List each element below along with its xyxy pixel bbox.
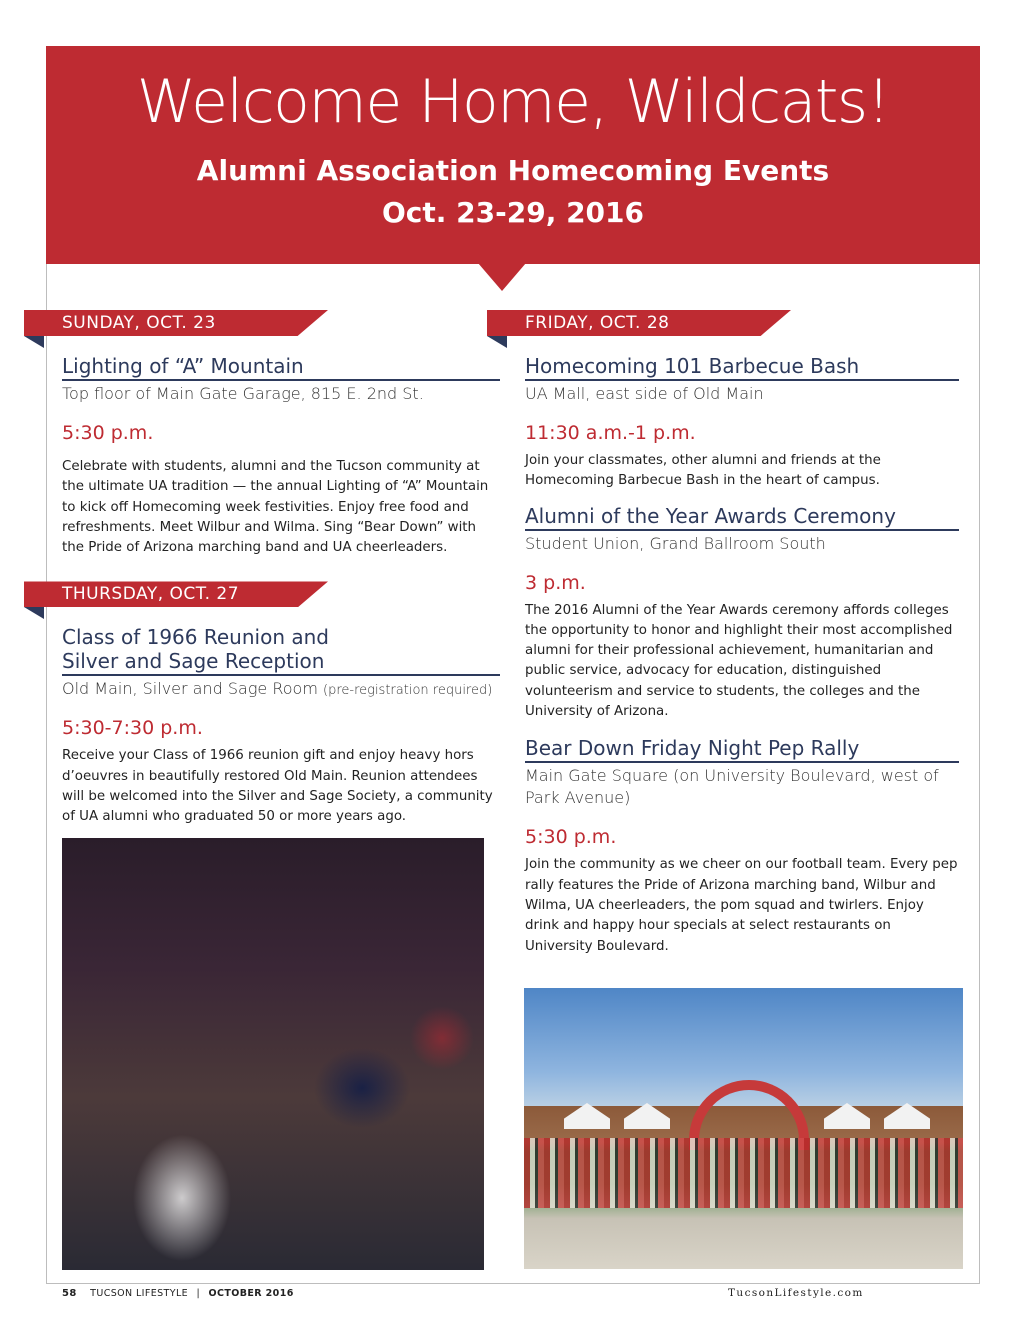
publication-name: TUCSON LIFESTYLE — [90, 1288, 189, 1299]
event-location-note: (pre-registration required) — [323, 683, 493, 699]
page-number: 58 — [62, 1288, 77, 1299]
event-description: Receive your Class of 1966 reunion gift and enjoy heavy hors d’oeuvres in beautifully restored Old Main. Reunion attendees will be welcomed into the Silver and Sage Society, a community of UA alumni who graduated 50 or more years ago. — [62, 748, 493, 825]
event-title-line2: Silver and Sage Reception — [62, 649, 325, 674]
event-location: Main Gate Square (on University Boulevard, west of Park Avenue) — [525, 766, 939, 808]
event-location: Student Union, Grand Ballroom South — [525, 533, 826, 553]
event-description: Celebrate with students, alumni and the Tucson community at the ultimate UA tradition — the annual Lighting of “A” Mountain to kick off Homecoming week festivities. Enjoy free food and refreshments. Meet Wilbur and Wilma. Sing “Bear Down” with the Pride of Arizona marching band and UA cheerleaders. — [62, 459, 489, 556]
event-alumni-awards — [525, 504, 959, 723]
event-title: Lighting of “A” Mountain — [62, 354, 500, 381]
event-time: 11:30 a.m.-1 p.m. — [525, 422, 696, 444]
event-time: 5:30-7:30 p.m. — [62, 717, 203, 740]
event-barbecue-bash — [525, 354, 959, 492]
event-description: Join the community as we cheer on our football team. Every pep rally features the Pride of Arizona marching band, Wilbur and Wilma, UA cheerleaders, the pom squad and twirlers. Enjoy drink and happy hour specials at select restaurants on University Boulevard. — [525, 857, 958, 954]
event-time: 5:30 p.m. — [62, 422, 154, 444]
footer-publication — [62, 1288, 294, 1300]
event-location-text: Old Main, Silver and Sage Room — [62, 679, 318, 699]
event-location: Top floor of Main Gate Garage, 815 E. 2nd St. — [62, 384, 424, 403]
event-time: 3 p.m. — [525, 571, 586, 594]
day-label: THURSDAY, OCT. 27 — [62, 584, 240, 605]
day-label: FRIDAY, OCT. 28 — [525, 313, 670, 333]
day-tab-friday — [487, 310, 959, 336]
event-title — [62, 625, 500, 676]
event-class-1966-reunion — [62, 625, 500, 827]
page-subtitle: Alumni Association Homecoming Events — [196, 154, 830, 187]
event-lighting-a-mountain — [62, 354, 500, 558]
event-title: Bear Down Friday Night Pep Rally — [525, 736, 959, 763]
event-dates: Oct. 23-29, 2016 — [381, 196, 645, 229]
banner-notch — [478, 263, 526, 291]
footer-website: TucsonLifestyle.com — [728, 1287, 864, 1299]
event-title: Alumni of the Year Awards Ceremony — [525, 504, 959, 531]
page-title: Welcome Home, Wildcats! — [136, 67, 890, 137]
day-tab-sunday — [24, 310, 500, 336]
crowd — [524, 1138, 963, 1208]
day-tab-thursday — [24, 581, 500, 607]
event-location: UA Mall, east side of Old Main — [525, 384, 764, 403]
event-location — [62, 678, 500, 702]
event-pep-rally — [525, 736, 959, 956]
homecoming-royalty-photo — [62, 838, 484, 1270]
event-description: The 2016 Alumni of the Year Awards ceremony affords colleges the opportunity to honor and highlight their most accomplished alumni for their professional achievement, humanitarian and public service, advocacy for education, distinguished volunteerism and service to students, the colleges and the University of Arizona. — [525, 602, 953, 720]
day-label: SUNDAY, OCT. 23 — [62, 313, 216, 333]
right-column — [487, 310, 959, 957]
event-description: Join your classmates, other alumni and friends at the Homecoming Barbecue Bash in the heart of campus. — [525, 453, 881, 489]
issue-date: OCTOBER 2016 — [208, 1288, 294, 1299]
event-time: 5:30 p.m. — [525, 826, 617, 849]
footer-separator: | — [196, 1288, 201, 1299]
left-column — [24, 310, 500, 828]
event-title: Homecoming 101 Barbecue Bash — [525, 354, 959, 381]
event-title-line1: Class of 1966 Reunion and — [62, 625, 329, 650]
tailgate-crowd-photo — [524, 988, 963, 1269]
